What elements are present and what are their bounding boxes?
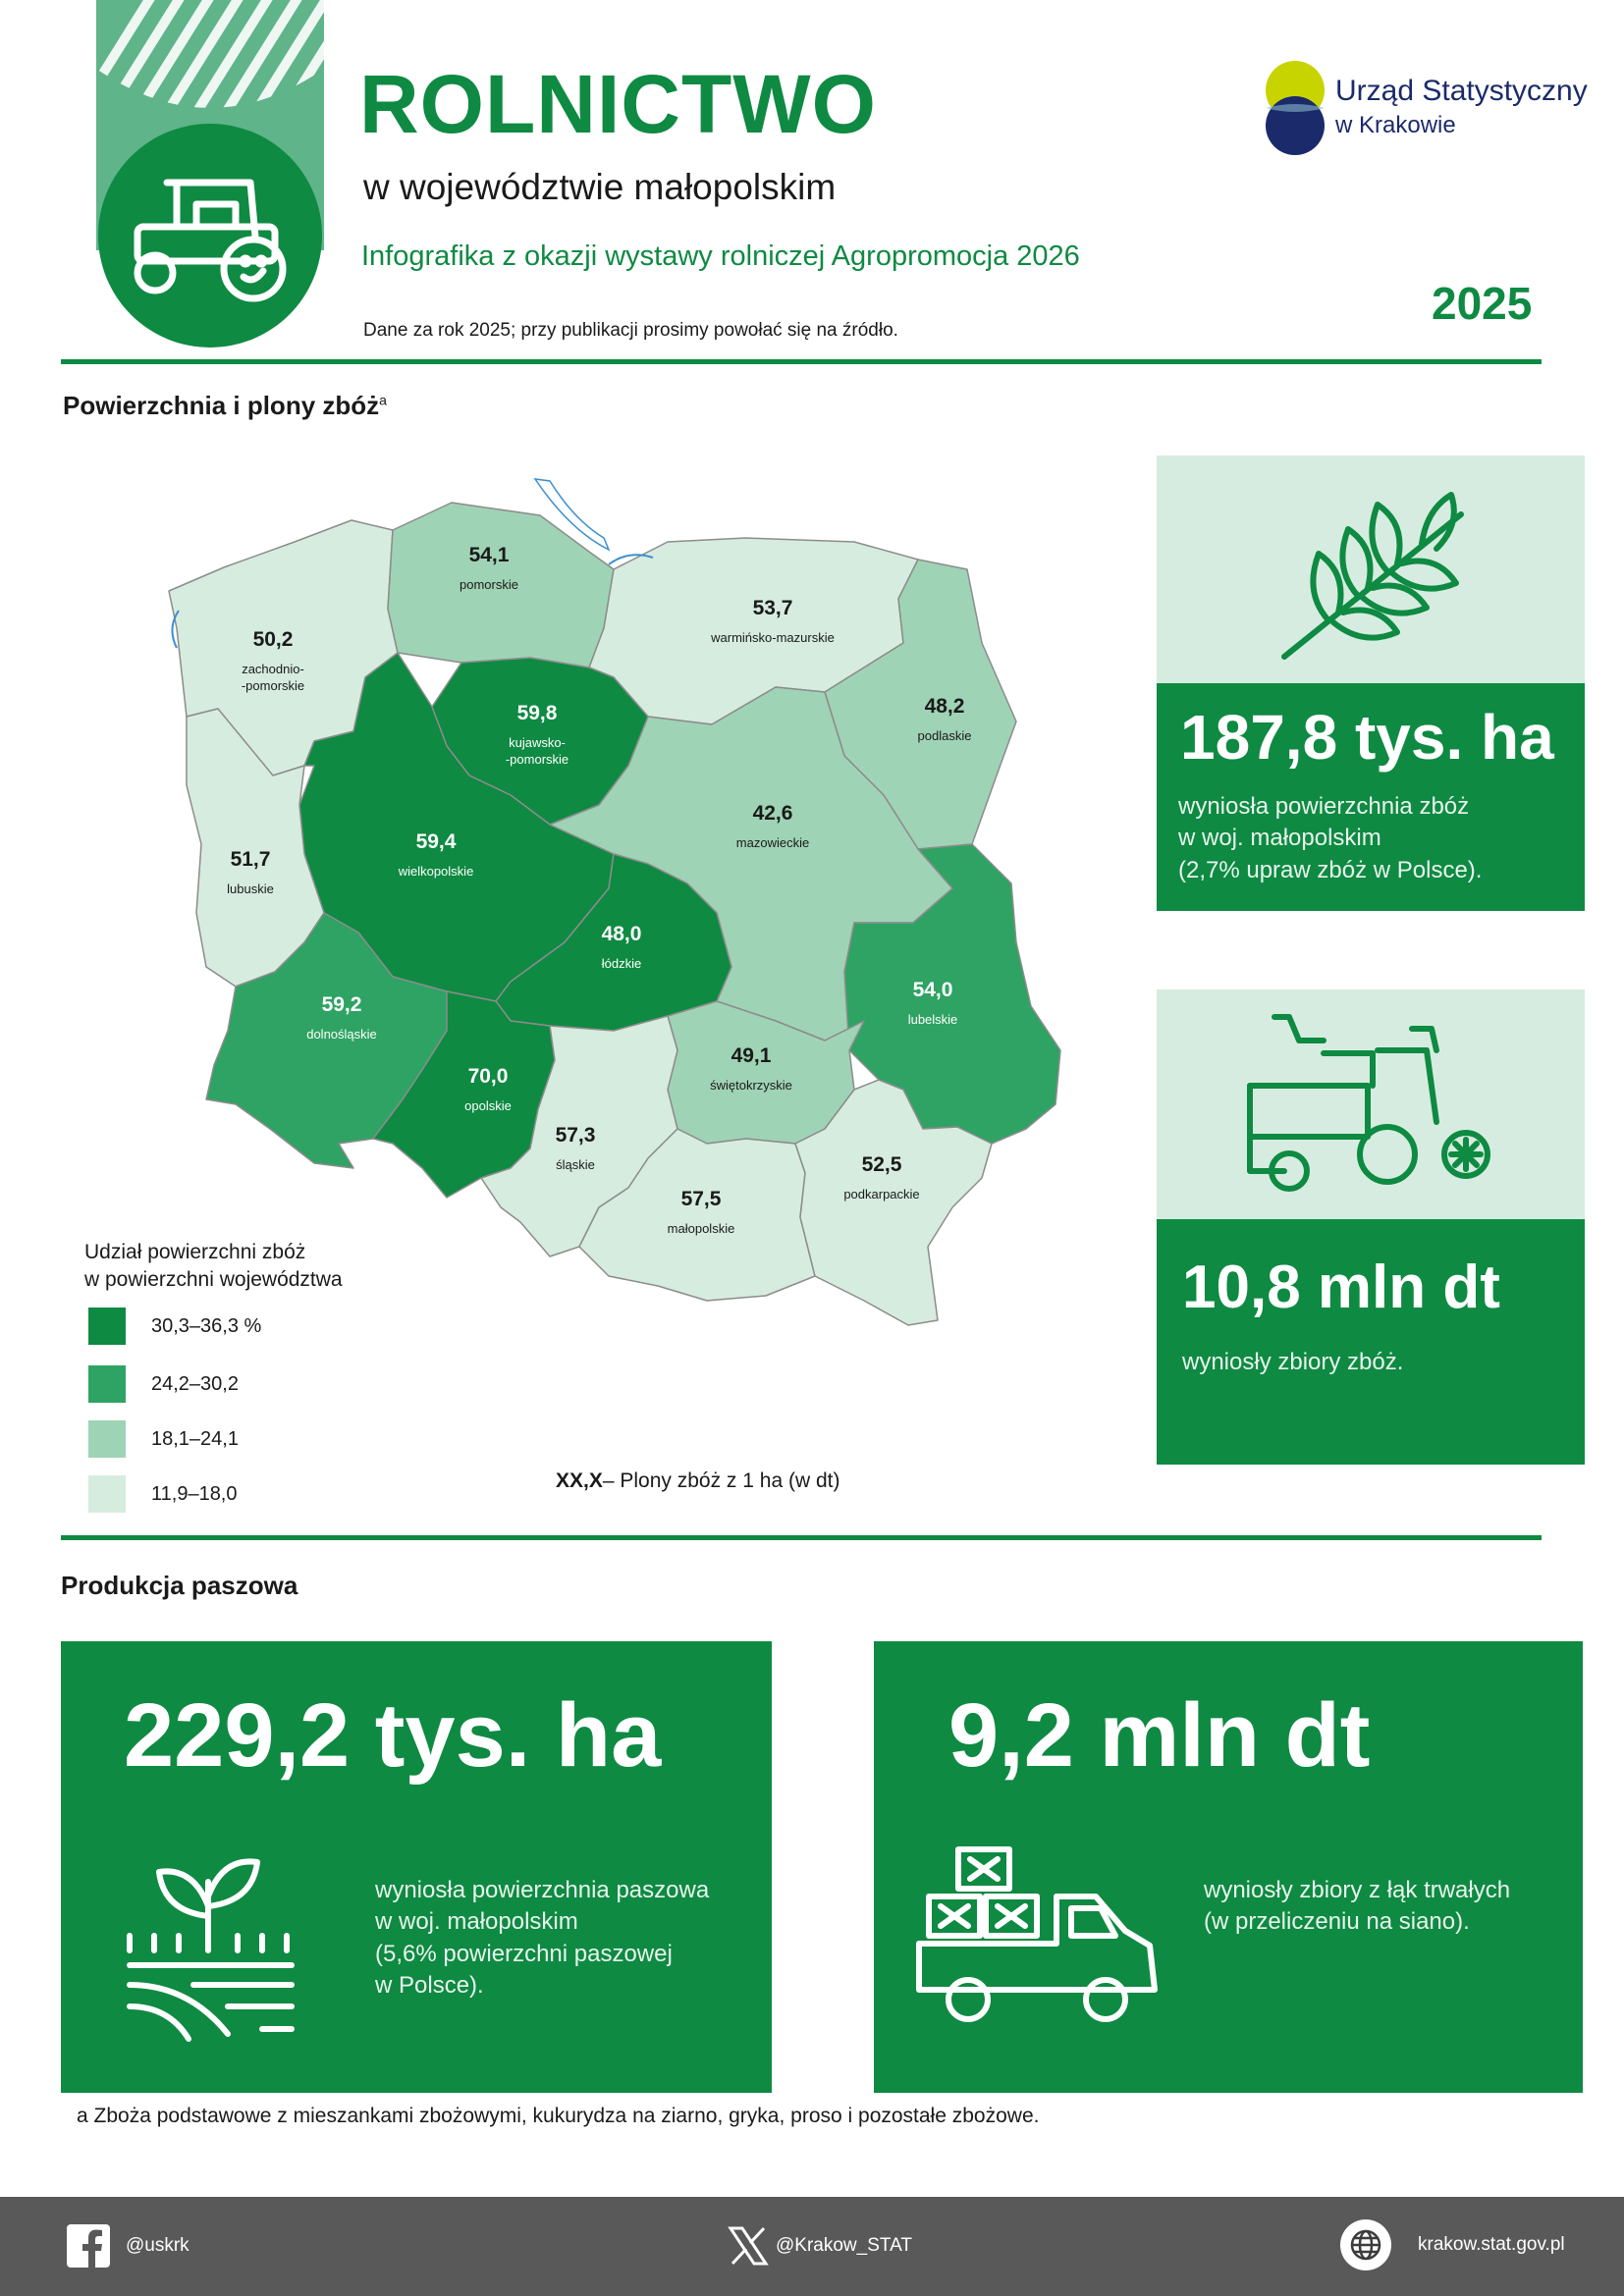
fodder-area-card xyxy=(61,1641,772,2093)
legend-swatch xyxy=(88,1475,126,1513)
legend-item: 11,9–18,0 xyxy=(88,1475,238,1513)
region-value: 57,3 xyxy=(555,1124,596,1147)
region-value: 52,5 xyxy=(861,1153,902,1176)
tractor-badge xyxy=(98,124,322,347)
region-name: dolnośląskie xyxy=(306,1027,377,1041)
legend-swatch xyxy=(88,1420,126,1458)
cereal-harvest-value: 10,8 mln dt xyxy=(1182,1254,1500,1321)
wheat-icon xyxy=(1157,455,1585,683)
region-value: 59,8 xyxy=(516,702,558,724)
legend-item: 30,3–36,3 % xyxy=(88,1308,261,1345)
region-name: pomorskie xyxy=(460,577,518,592)
page-title: ROLNICTWO xyxy=(359,58,877,150)
sprout-field-icon xyxy=(100,1838,316,2054)
globe-icon xyxy=(1339,2218,1392,2271)
region-name: -pomorskie xyxy=(241,678,305,693)
region-value: 50,2 xyxy=(252,628,294,651)
x-link[interactable]: @Krakow_STAT xyxy=(727,2224,912,2268)
region-name: podlaskie xyxy=(917,728,972,743)
fodder-area-value: 229,2 tys. ha xyxy=(124,1685,662,1786)
region-name: podkarpackie xyxy=(843,1187,920,1201)
legend-swatch xyxy=(88,1308,126,1345)
cereal-harvest-description: wyniosły zbiory zbóż. xyxy=(1182,1349,1404,1375)
region-value: 59,2 xyxy=(321,993,362,1016)
source-note: Dane za rok 2025; przy publikacji prosimy powołać się na źródło. xyxy=(363,320,898,341)
section-divider xyxy=(61,1535,1542,1540)
header-divider xyxy=(61,359,1542,364)
region-name: kujawsko- xyxy=(509,735,566,750)
cereal-area-description: wyniosła powierzchnia zbóż w woj. małopolskim (2,7% upraw zbóż w Polsce). xyxy=(1178,793,1483,883)
fodder-area-description: wyniosła powierzchnia paszowa w woj. małopolskim (5,6% powierzchni paszowej w Polsce). xyxy=(375,1877,710,2000)
region-value: 59,4 xyxy=(415,830,457,853)
region-value: 70,0 xyxy=(467,1065,509,1088)
logo-line-1: Urząd Statystyczny xyxy=(1335,75,1588,107)
region-value: 57,5 xyxy=(680,1188,722,1210)
fodder-harvest-card xyxy=(874,1641,1583,2093)
footnote-marker: a xyxy=(379,392,387,408)
region-value: 48,2 xyxy=(924,695,965,718)
poland-map xyxy=(147,471,1110,1335)
region-name: łódzkie xyxy=(601,956,642,971)
region-value: 42,6 xyxy=(752,802,793,825)
fodder-harvest-description: wyniosły zbiory z łąk trwałych (w przeliczeniu na siano). xyxy=(1204,1877,1511,1936)
facebook-link[interactable]: @uskrk xyxy=(67,2224,189,2268)
region-value: 54,1 xyxy=(468,544,510,566)
office-logo-icon xyxy=(1263,61,1327,160)
region-name: zachodnio- xyxy=(242,662,304,676)
facebook-icon xyxy=(67,2224,110,2268)
footnote: a Zboża podstawowe z mieszankami zbożowymi, kukurydza na ziarno, gryka, proso i pozostałe zbożowe. xyxy=(77,2105,1040,2127)
tractor-icon xyxy=(98,124,322,347)
region-value: 51,7 xyxy=(230,848,271,871)
year-label: 2025 xyxy=(1432,278,1533,329)
legend-item: 24,2–30,2 xyxy=(88,1365,239,1403)
region-name: śląskie xyxy=(556,1157,595,1172)
section-title-fodder: Produkcja paszowa xyxy=(61,1571,298,1600)
region-name: warmińsko-mazurskie xyxy=(711,630,835,645)
combine-harvester-icon xyxy=(1157,989,1585,1219)
region-value: 48,0 xyxy=(601,923,642,945)
legend-swatch xyxy=(88,1365,126,1403)
region-name: wielkopolskie xyxy=(398,864,474,879)
region-value: 54,0 xyxy=(912,979,953,1001)
wheat-card xyxy=(1157,455,1585,683)
map-note: XX,X– Plony zbóż z 1 ha (w dt) xyxy=(556,1469,840,1492)
legend-title: Udział powierzchni zbóż w powierzchni województwa xyxy=(84,1241,343,1292)
region-name: -pomorskie xyxy=(505,752,569,767)
logo-line-2: w Krakowie xyxy=(1335,112,1456,138)
cereal-harvest-card xyxy=(1157,1219,1585,1465)
region-name: świętokrzyskie xyxy=(710,1078,792,1093)
infographic-caption: Infografika z okazji wystawy rolniczej Agropromocja 2026 xyxy=(361,240,1080,272)
page-subtitle: w województwie małopolskim xyxy=(363,167,837,207)
website-link[interactable]: krakow.stat.gov.pl xyxy=(1339,2218,1565,2271)
legend-item: 18,1–24,1 xyxy=(88,1420,239,1458)
region-name: opolskie xyxy=(464,1098,512,1113)
hay-truck-icon xyxy=(899,1838,1184,2054)
region-name: małopolskie xyxy=(667,1221,735,1236)
x-icon xyxy=(727,2224,770,2268)
region-value: 53,7 xyxy=(752,597,793,619)
region-name: lubuskie xyxy=(227,881,274,896)
footer xyxy=(0,2197,1624,2296)
region-name: lubelskie xyxy=(907,1012,958,1027)
section-title-cereals: Powierzchnia i plony zbóż$^a$ xyxy=(63,391,387,420)
cereal-area-value: 187,8 tys. ha xyxy=(1180,702,1554,773)
region-value: 49,1 xyxy=(731,1044,772,1067)
fodder-harvest-value: 9,2 mln dt xyxy=(948,1685,1371,1786)
header-stripes xyxy=(96,0,324,116)
region-name: mazowieckie xyxy=(735,835,810,850)
harvester-card xyxy=(1157,989,1585,1219)
cereal-area-card xyxy=(1157,683,1585,911)
